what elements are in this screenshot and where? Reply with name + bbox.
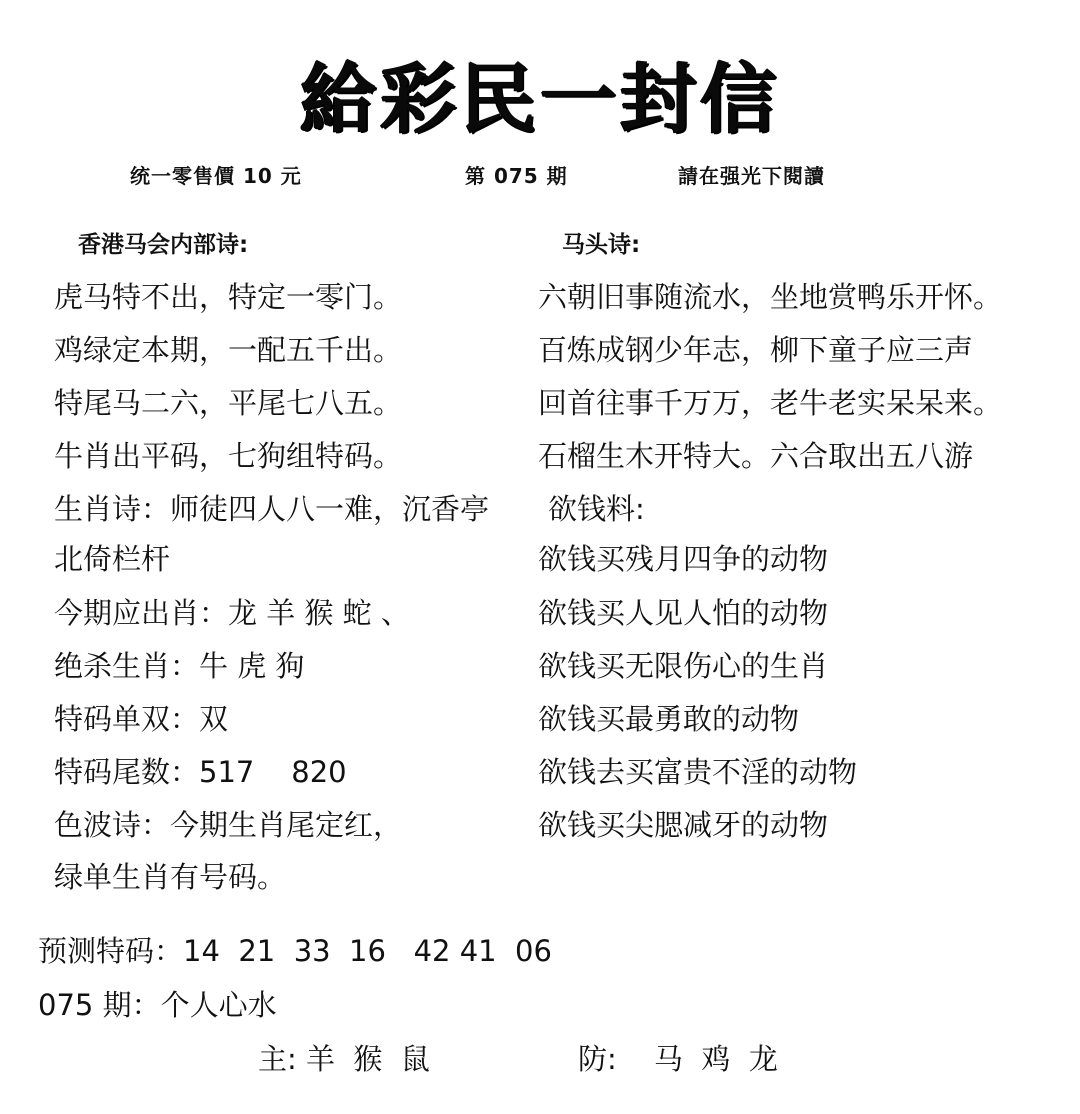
prediction-values: 14 21 33 16 42 41 06 (183, 934, 552, 968)
right-poem-line-4: 石榴生木开特大。六合取出五八游 (538, 439, 974, 473)
left-poem-line-1: 虎马特不出，特定一零门。 (54, 280, 403, 314)
tail-numbers (54, 755, 347, 789)
main-pick (258, 1042, 430, 1076)
odd-even: 特码单双：双 (54, 702, 229, 736)
this-issue-zodiac: 今期应出肖：龙 羊 猴 蛇 、 (54, 596, 410, 630)
money-item-3: 欲钱买无限伤心的生肖 (538, 649, 829, 683)
guard-values: 马 鸡 龙 (654, 1042, 778, 1076)
money-item-2: 欲钱买人见人怕的动物 (538, 596, 829, 630)
right-poem-line-3: 回首往事千万万，老牛老实呆呆来。 (538, 386, 1003, 420)
prediction-label: 预测特码： (38, 934, 184, 968)
left-poem-line-4: 牛肖出平码，七狗组特码。 (54, 439, 403, 473)
issue-pick-line: 075 期：个人心水 (38, 988, 277, 1022)
money-heading: 欲钱料: (548, 492, 645, 526)
color-poem-line-1: 色波诗：今期生肖尾定红， (54, 808, 403, 842)
color-poem-line-2: 绿单生肖有号码。 (54, 860, 287, 894)
prediction-line (38, 934, 552, 968)
page-title: 給彩民一封信 (300, 54, 780, 143)
tail-values: 517 820 (199, 755, 347, 789)
money-item-6: 欲钱买尖腮减牙的动物 (538, 808, 829, 842)
money-item-5: 欲钱去买富贵不淫的动物 (538, 755, 858, 789)
money-item-4: 欲钱买最勇敢的动物 (538, 702, 800, 736)
tail-label: 特码尾数： (54, 755, 200, 789)
right-poem-line-1: 六朝旧事随流水，坐地赏鸭乐开怀。 (538, 280, 1003, 314)
issue-label: 第 075 期 (465, 164, 568, 188)
main-label: 主: (258, 1042, 297, 1076)
reading-notice: 請在强光下閱讀 (678, 164, 825, 188)
money-item-1: 欲钱买残月四争的动物 (538, 542, 829, 576)
guard-label: 防: (578, 1042, 617, 1076)
left-heading: 香港马会内部诗: (78, 232, 249, 258)
main-values: 羊 猴 鼠 (306, 1042, 430, 1076)
left-poem-line-2: 鸡绿定本期，一配五千出。 (54, 333, 403, 367)
shengxiao-poem-line-1: 生肖诗：师徒四人八一难，沉香亭 (54, 492, 490, 526)
right-poem-line-2: 百炼成钢少年志，柳下童子应三声 (538, 333, 974, 367)
left-poem-line-3: 特尾马二六，平尾七八五。 (54, 386, 403, 420)
kill-zodiac: 绝杀生肖：牛 虎 狗 (54, 649, 305, 683)
shengxiao-poem-line-2: 北倚栏杆 (54, 542, 171, 576)
right-heading: 马头诗: (562, 232, 641, 258)
guard-pick (578, 1042, 778, 1076)
price-label: 统一零售價 10 元 (130, 164, 302, 188)
